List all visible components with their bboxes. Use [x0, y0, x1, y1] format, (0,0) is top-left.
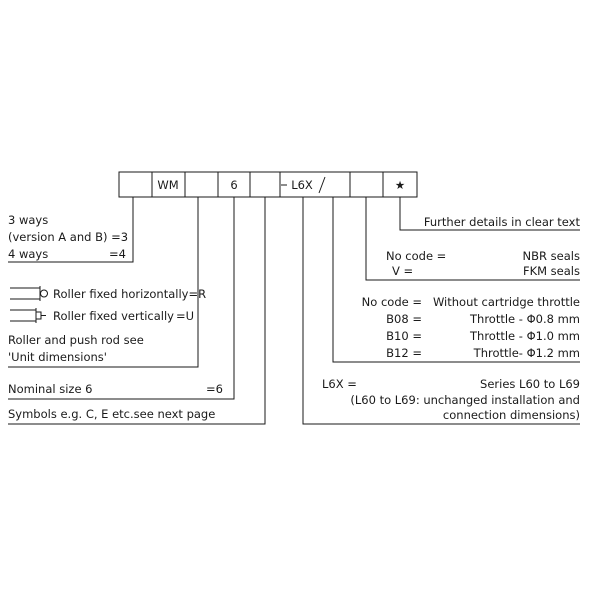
roller-push-rod-line-2: 'Unit dimensions'	[8, 350, 107, 364]
throttle-code-2: B08 =	[386, 312, 422, 326]
size-code: =6	[206, 382, 223, 396]
series-line-2: (L60 to L69: unchanged installation and	[350, 393, 580, 407]
code-box-5	[250, 172, 280, 197]
code-box-8-label: ★	[394, 178, 406, 192]
ways-line-4: =4	[109, 247, 126, 261]
seals-legend	[386, 249, 580, 278]
roller-horizontal-label: Roller fixed horizontally=R	[53, 287, 207, 301]
ways-line-2: (version A and B) =3	[8, 230, 129, 244]
seals-code-1: No code =	[386, 249, 447, 263]
series-line-1: Series L60 to L69	[480, 377, 580, 391]
code-box-2-label: WM	[157, 178, 179, 192]
symbols-label: Symbols e.g. C, E etc.see next page	[8, 407, 216, 421]
roller-vertical-label: Roller fixed vertically	[53, 309, 174, 323]
throttle-code-3: B10 =	[386, 329, 422, 343]
roller-push-rod-line-1: Roller and push rod see	[8, 333, 144, 347]
ways-legend	[8, 213, 128, 261]
throttle-desc-4: Throttle- Φ1.2 mm	[473, 346, 580, 360]
code-box-3	[185, 172, 218, 197]
throttle-legend	[362, 295, 580, 360]
code-box-1	[119, 172, 152, 197]
further-details-label: Further details in clear text	[423, 215, 580, 229]
roller-legend	[8, 286, 206, 364]
seals-desc-1: NBR seals	[522, 249, 580, 263]
throttle-desc-2: Throttle - Φ0.8 mm	[470, 312, 580, 326]
code-box-7	[350, 172, 383, 197]
ways-line-1: 3 ways	[8, 213, 49, 227]
ways-line-3: 4 ways	[8, 247, 49, 261]
throttle-desc-1: Without cartridge throttle	[432, 295, 580, 309]
code-box-6-label: L6X	[291, 178, 313, 192]
roller-vertical-icon	[10, 308, 46, 323]
code-boxes	[119, 172, 417, 197]
roller-horizontal-icon	[10, 286, 48, 301]
series-line-3: connection dimensions)	[442, 408, 580, 422]
roller-vertical-code: =U	[176, 309, 195, 323]
seals-code-2: V =	[392, 264, 414, 278]
throttle-desc-3: Throttle - Φ1.0 mm	[470, 329, 580, 343]
code-box-4-label: 6	[230, 178, 238, 192]
size-legend	[8, 382, 223, 396]
throttle-code-1: No code =	[361, 295, 422, 309]
series-code: L6X =	[322, 377, 357, 391]
series-legend	[322, 377, 580, 422]
throttle-code-4: B12 =	[386, 346, 422, 360]
seals-desc-2: FKM seals	[522, 264, 580, 278]
size-label: Nominal size 6	[8, 382, 93, 396]
